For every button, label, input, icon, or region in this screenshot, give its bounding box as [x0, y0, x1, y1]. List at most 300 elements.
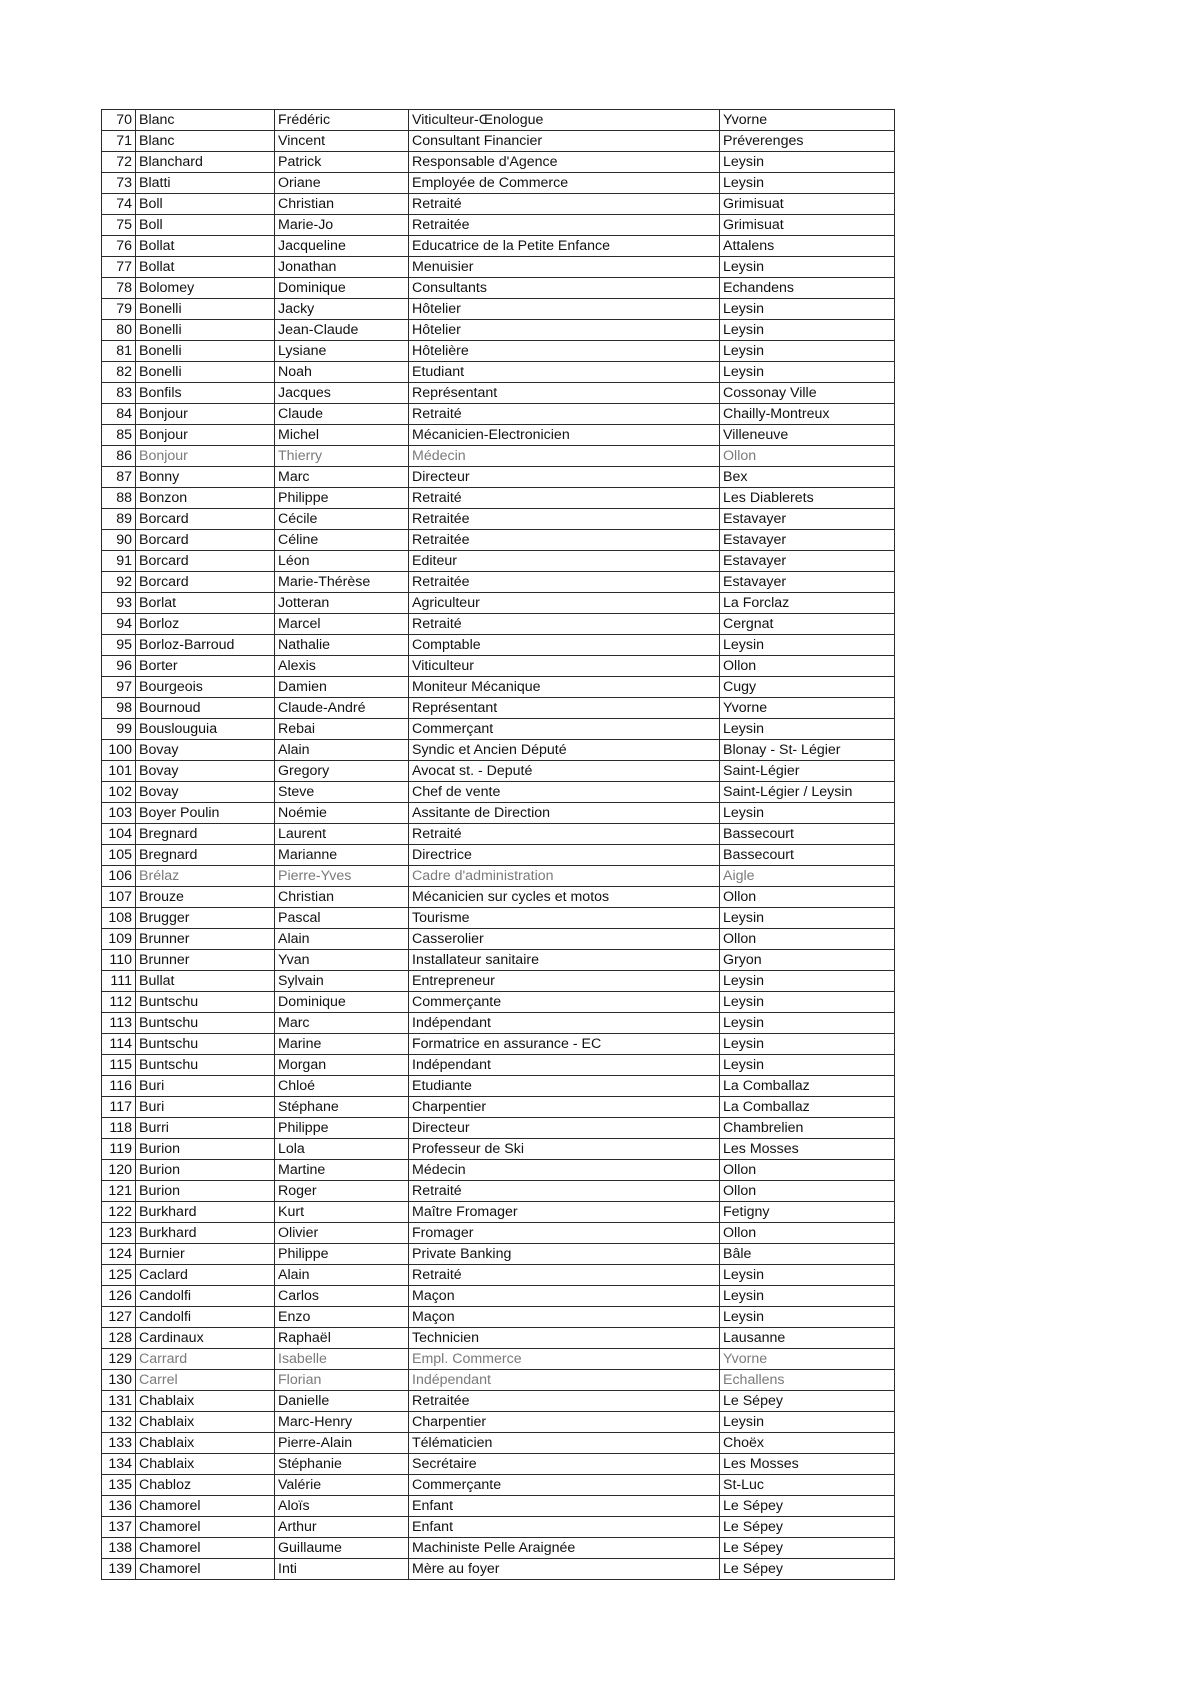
- locality-cell: Cugy: [720, 677, 895, 698]
- member-list-table: [101, 109, 895, 1580]
- table-row: [102, 866, 895, 887]
- row-number-cell: 103: [102, 803, 136, 824]
- last-name-cell: Boll: [136, 215, 275, 236]
- last-name-cell: Bolomey: [136, 278, 275, 299]
- first-name-cell: Morgan: [275, 1055, 409, 1076]
- locality-cell: Leysin: [720, 257, 895, 278]
- profession-cell: Retraité: [409, 1181, 720, 1202]
- first-name-cell: Oriane: [275, 173, 409, 194]
- profession-cell: Agriculteur: [409, 593, 720, 614]
- row-number-cell: 129: [102, 1349, 136, 1370]
- last-name-cell: Buntschu: [136, 1013, 275, 1034]
- table-row: [102, 551, 895, 572]
- first-name-cell: Stéphanie: [275, 1454, 409, 1475]
- last-name-cell: Brugger: [136, 908, 275, 929]
- last-name-cell: Brunner: [136, 950, 275, 971]
- row-number-cell: 96: [102, 656, 136, 677]
- table-row: [102, 299, 895, 320]
- table-row: [102, 677, 895, 698]
- last-name-cell: Caclard: [136, 1265, 275, 1286]
- table-row: [102, 362, 895, 383]
- first-name-cell: Martine: [275, 1160, 409, 1181]
- row-number-cell: 73: [102, 173, 136, 194]
- row-number-cell: 123: [102, 1223, 136, 1244]
- first-name-cell: Pierre-Alain: [275, 1433, 409, 1454]
- row-number-cell: 131: [102, 1391, 136, 1412]
- table-row: [102, 950, 895, 971]
- locality-cell: Leysin: [720, 1307, 895, 1328]
- table-row: [102, 1139, 895, 1160]
- locality-cell: La Comballaz: [720, 1076, 895, 1097]
- locality-cell: Leysin: [720, 992, 895, 1013]
- row-number-cell: 108: [102, 908, 136, 929]
- last-name-cell: Buntschu: [136, 1055, 275, 1076]
- last-name-cell: Brélaz: [136, 866, 275, 887]
- table-row: [102, 803, 895, 824]
- row-number-cell: 105: [102, 845, 136, 866]
- locality-cell: Estavayer: [720, 530, 895, 551]
- locality-cell: Bassecourt: [720, 824, 895, 845]
- profession-cell: Mécanicien-Electronicien: [409, 425, 720, 446]
- table-row: [102, 131, 895, 152]
- first-name-cell: Inti: [275, 1559, 409, 1580]
- profession-cell: Commerçante: [409, 1475, 720, 1496]
- first-name-cell: Patrick: [275, 152, 409, 173]
- profession-cell: Consultant Financier: [409, 131, 720, 152]
- first-name-cell: Marie-Thérèse: [275, 572, 409, 593]
- profession-cell: Formatrice en assurance - EC: [409, 1034, 720, 1055]
- profession-cell: Secrétaire: [409, 1454, 720, 1475]
- first-name-cell: Philippe: [275, 488, 409, 509]
- row-number-cell: 106: [102, 866, 136, 887]
- locality-cell: Cergnat: [720, 614, 895, 635]
- locality-cell: Yvorne: [720, 1349, 895, 1370]
- locality-cell: Les Diablerets: [720, 488, 895, 509]
- last-name-cell: Chablaix: [136, 1412, 275, 1433]
- profession-cell: Retraitée: [409, 215, 720, 236]
- profession-cell: Technicien: [409, 1328, 720, 1349]
- first-name-cell: Nathalie: [275, 635, 409, 656]
- last-name-cell: Boyer Poulin: [136, 803, 275, 824]
- first-name-cell: Noémie: [275, 803, 409, 824]
- row-number-cell: 88: [102, 488, 136, 509]
- table-row: [102, 992, 895, 1013]
- locality-cell: Leysin: [720, 908, 895, 929]
- first-name-cell: Enzo: [275, 1307, 409, 1328]
- first-name-cell: Marc-Henry: [275, 1412, 409, 1433]
- table-row: [102, 383, 895, 404]
- row-number-cell: 111: [102, 971, 136, 992]
- row-number-cell: 85: [102, 425, 136, 446]
- locality-cell: Les Mosses: [720, 1454, 895, 1475]
- table-row: [102, 614, 895, 635]
- locality-cell: Ollon: [720, 1223, 895, 1244]
- row-number-cell: 126: [102, 1286, 136, 1307]
- last-name-cell: Bourgeois: [136, 677, 275, 698]
- locality-cell: Leysin: [720, 1412, 895, 1433]
- table-row: [102, 1202, 895, 1223]
- last-name-cell: Brunner: [136, 929, 275, 950]
- table-row: [102, 635, 895, 656]
- row-number-cell: 133: [102, 1433, 136, 1454]
- first-name-cell: Alain: [275, 740, 409, 761]
- last-name-cell: Burion: [136, 1139, 275, 1160]
- locality-cell: Echandens: [720, 278, 895, 299]
- profession-cell: Enfant: [409, 1517, 720, 1538]
- row-number-cell: 99: [102, 719, 136, 740]
- last-name-cell: Bovay: [136, 782, 275, 803]
- last-name-cell: Candolfi: [136, 1307, 275, 1328]
- first-name-cell: Florian: [275, 1370, 409, 1391]
- profession-cell: Employée de Commerce: [409, 173, 720, 194]
- first-name-cell: Léon: [275, 551, 409, 572]
- table-row: [102, 1517, 895, 1538]
- first-name-cell: Lysiane: [275, 341, 409, 362]
- first-name-cell: Jonathan: [275, 257, 409, 278]
- row-number-cell: 79: [102, 299, 136, 320]
- first-name-cell: Marc: [275, 467, 409, 488]
- profession-cell: Hôtelier: [409, 320, 720, 341]
- last-name-cell: Bouslouguia: [136, 719, 275, 740]
- last-name-cell: Buntschu: [136, 1034, 275, 1055]
- first-name-cell: Gregory: [275, 761, 409, 782]
- locality-cell: Grimisuat: [720, 194, 895, 215]
- row-number-cell: 137: [102, 1517, 136, 1538]
- locality-cell: St-Luc: [720, 1475, 895, 1496]
- first-name-cell: Stéphane: [275, 1097, 409, 1118]
- first-name-cell: Olivier: [275, 1223, 409, 1244]
- locality-cell: Leysin: [720, 341, 895, 362]
- table-row: [102, 971, 895, 992]
- row-number-cell: 71: [102, 131, 136, 152]
- last-name-cell: Cardinaux: [136, 1328, 275, 1349]
- row-number-cell: 81: [102, 341, 136, 362]
- first-name-cell: Christian: [275, 194, 409, 215]
- profession-cell: Directrice: [409, 845, 720, 866]
- row-number-cell: 113: [102, 1013, 136, 1034]
- row-number-cell: 135: [102, 1475, 136, 1496]
- profession-cell: Viticulteur-Œnologue: [409, 110, 720, 131]
- table-row: [102, 908, 895, 929]
- first-name-cell: Roger: [275, 1181, 409, 1202]
- row-number-cell: 110: [102, 950, 136, 971]
- last-name-cell: Burkhard: [136, 1223, 275, 1244]
- row-number-cell: 109: [102, 929, 136, 950]
- row-number-cell: 124: [102, 1244, 136, 1265]
- first-name-cell: Pascal: [275, 908, 409, 929]
- locality-cell: Bassecourt: [720, 845, 895, 866]
- profession-cell: Commerçante: [409, 992, 720, 1013]
- locality-cell: Leysin: [720, 1034, 895, 1055]
- table-row: [102, 320, 895, 341]
- locality-cell: Cossonay Ville: [720, 383, 895, 404]
- last-name-cell: Bonjour: [136, 404, 275, 425]
- row-number-cell: 120: [102, 1160, 136, 1181]
- locality-cell: Leysin: [720, 299, 895, 320]
- member-list-body: [102, 110, 895, 1580]
- first-name-cell: Steve: [275, 782, 409, 803]
- profession-cell: Entrepreneur: [409, 971, 720, 992]
- profession-cell: Viticulteur: [409, 656, 720, 677]
- table-row: [102, 1097, 895, 1118]
- locality-cell: Ollon: [720, 1181, 895, 1202]
- profession-cell: Retraitée: [409, 509, 720, 530]
- last-name-cell: Buri: [136, 1097, 275, 1118]
- profession-cell: Casserolier: [409, 929, 720, 950]
- first-name-cell: Danielle: [275, 1391, 409, 1412]
- last-name-cell: Burri: [136, 1118, 275, 1139]
- locality-cell: Leysin: [720, 173, 895, 194]
- locality-cell: Choëx: [720, 1433, 895, 1454]
- row-number-cell: 107: [102, 887, 136, 908]
- locality-cell: Yvorne: [720, 110, 895, 131]
- first-name-cell: Alexis: [275, 656, 409, 677]
- locality-cell: Préverenges: [720, 131, 895, 152]
- table-row: [102, 1118, 895, 1139]
- locality-cell: Ollon: [720, 656, 895, 677]
- locality-cell: Le Sépey: [720, 1391, 895, 1412]
- row-number-cell: 102: [102, 782, 136, 803]
- first-name-cell: Marie-Jo: [275, 215, 409, 236]
- first-name-cell: Dominique: [275, 278, 409, 299]
- profession-cell: Etudiante: [409, 1076, 720, 1097]
- profession-cell: Directeur: [409, 467, 720, 488]
- row-number-cell: 116: [102, 1076, 136, 1097]
- first-name-cell: Dominique: [275, 992, 409, 1013]
- locality-cell: Villeneuve: [720, 425, 895, 446]
- locality-cell: Leysin: [720, 719, 895, 740]
- last-name-cell: Bonjour: [136, 425, 275, 446]
- first-name-cell: Aloïs: [275, 1496, 409, 1517]
- row-number-cell: 114: [102, 1034, 136, 1055]
- last-name-cell: Bonny: [136, 467, 275, 488]
- table-row: [102, 257, 895, 278]
- row-number-cell: 84: [102, 404, 136, 425]
- last-name-cell: Bullat: [136, 971, 275, 992]
- last-name-cell: Chamorel: [136, 1517, 275, 1538]
- table-row: [102, 698, 895, 719]
- first-name-cell: Lola: [275, 1139, 409, 1160]
- table-row: [102, 824, 895, 845]
- last-name-cell: Chamorel: [136, 1559, 275, 1580]
- row-number-cell: 82: [102, 362, 136, 383]
- locality-cell: Ollon: [720, 929, 895, 950]
- table-row: [102, 404, 895, 425]
- table-row: [102, 929, 895, 950]
- last-name-cell: Bollat: [136, 236, 275, 257]
- profession-cell: Indépendant: [409, 1055, 720, 1076]
- profession-cell: Moniteur Mécanique: [409, 677, 720, 698]
- first-name-cell: Arthur: [275, 1517, 409, 1538]
- table-row: [102, 1496, 895, 1517]
- row-number-cell: 86: [102, 446, 136, 467]
- last-name-cell: Borcard: [136, 551, 275, 572]
- table-row: [102, 215, 895, 236]
- first-name-cell: Alain: [275, 1265, 409, 1286]
- first-name-cell: Noah: [275, 362, 409, 383]
- row-number-cell: 115: [102, 1055, 136, 1076]
- row-number-cell: 134: [102, 1454, 136, 1475]
- row-number-cell: 101: [102, 761, 136, 782]
- row-number-cell: 75: [102, 215, 136, 236]
- locality-cell: Leysin: [720, 362, 895, 383]
- profession-cell: Maçon: [409, 1307, 720, 1328]
- profession-cell: Retraitée: [409, 1391, 720, 1412]
- first-name-cell: Jacqueline: [275, 236, 409, 257]
- last-name-cell: Blanc: [136, 131, 275, 152]
- locality-cell: Le Sépey: [720, 1496, 895, 1517]
- row-number-cell: 94: [102, 614, 136, 635]
- table-row: [102, 656, 895, 677]
- row-number-cell: 70: [102, 110, 136, 131]
- row-number-cell: 125: [102, 1265, 136, 1286]
- first-name-cell: Sylvain: [275, 971, 409, 992]
- table-row: [102, 1034, 895, 1055]
- profession-cell: Empl. Commerce: [409, 1349, 720, 1370]
- row-number-cell: 132: [102, 1412, 136, 1433]
- first-name-cell: Damien: [275, 677, 409, 698]
- table-row: [102, 152, 895, 173]
- profession-cell: Professeur de Ski: [409, 1139, 720, 1160]
- locality-cell: Gryon: [720, 950, 895, 971]
- last-name-cell: Bovay: [136, 761, 275, 782]
- first-name-cell: Laurent: [275, 824, 409, 845]
- first-name-cell: Jacky: [275, 299, 409, 320]
- first-name-cell: Marine: [275, 1034, 409, 1055]
- first-name-cell: Thierry: [275, 446, 409, 467]
- last-name-cell: Bonfils: [136, 383, 275, 404]
- profession-cell: Hôtelier: [409, 299, 720, 320]
- last-name-cell: Bonjour: [136, 446, 275, 467]
- first-name-cell: Claude-André: [275, 698, 409, 719]
- last-name-cell: Borloz: [136, 614, 275, 635]
- locality-cell: Les Mosses: [720, 1139, 895, 1160]
- row-number-cell: 104: [102, 824, 136, 845]
- last-name-cell: Chabloz: [136, 1475, 275, 1496]
- row-number-cell: 93: [102, 593, 136, 614]
- last-name-cell: Carrard: [136, 1349, 275, 1370]
- profession-cell: Représentant: [409, 698, 720, 719]
- profession-cell: Menuisier: [409, 257, 720, 278]
- row-number-cell: 90: [102, 530, 136, 551]
- locality-cell: Leysin: [720, 1013, 895, 1034]
- row-number-cell: 97: [102, 677, 136, 698]
- last-name-cell: Bonzon: [136, 488, 275, 509]
- last-name-cell: Borlat: [136, 593, 275, 614]
- profession-cell: Retraité: [409, 614, 720, 635]
- table-row: [102, 425, 895, 446]
- last-name-cell: Candolfi: [136, 1286, 275, 1307]
- row-number-cell: 118: [102, 1118, 136, 1139]
- table-row: [102, 1223, 895, 1244]
- profession-cell: Charpentier: [409, 1412, 720, 1433]
- profession-cell: Mécanicien sur cycles et motos: [409, 887, 720, 908]
- locality-cell: Chailly-Montreux: [720, 404, 895, 425]
- profession-cell: Fromager: [409, 1223, 720, 1244]
- profession-cell: Médecin: [409, 446, 720, 467]
- row-number-cell: 112: [102, 992, 136, 1013]
- table-row: [102, 509, 895, 530]
- row-number-cell: 87: [102, 467, 136, 488]
- table-row: [102, 1412, 895, 1433]
- table-row: [102, 845, 895, 866]
- locality-cell: Leysin: [720, 1055, 895, 1076]
- row-number-cell: 139: [102, 1559, 136, 1580]
- table-row: [102, 1559, 895, 1580]
- first-name-cell: Philippe: [275, 1244, 409, 1265]
- locality-cell: Yvorne: [720, 698, 895, 719]
- locality-cell: Leysin: [720, 803, 895, 824]
- profession-cell: Indépendant: [409, 1370, 720, 1391]
- first-name-cell: Pierre-Yves: [275, 866, 409, 887]
- first-name-cell: Philippe: [275, 1118, 409, 1139]
- locality-cell: Leysin: [720, 635, 895, 656]
- table-row: [102, 467, 895, 488]
- last-name-cell: Chablaix: [136, 1391, 275, 1412]
- last-name-cell: Blanc: [136, 110, 275, 131]
- row-number-cell: 91: [102, 551, 136, 572]
- last-name-cell: Borcard: [136, 572, 275, 593]
- profession-cell: Retraité: [409, 1265, 720, 1286]
- row-number-cell: 83: [102, 383, 136, 404]
- first-name-cell: Cécile: [275, 509, 409, 530]
- table-row: [102, 782, 895, 803]
- last-name-cell: Burion: [136, 1160, 275, 1181]
- last-name-cell: Bournoud: [136, 698, 275, 719]
- table-row: [102, 1370, 895, 1391]
- table-row: [102, 1349, 895, 1370]
- locality-cell: Leysin: [720, 320, 895, 341]
- profession-cell: Mère au foyer: [409, 1559, 720, 1580]
- last-name-cell: Bonelli: [136, 341, 275, 362]
- row-number-cell: 76: [102, 236, 136, 257]
- locality-cell: La Forclaz: [720, 593, 895, 614]
- table-row: [102, 1076, 895, 1097]
- table-row: [102, 761, 895, 782]
- last-name-cell: Borter: [136, 656, 275, 677]
- locality-cell: Leysin: [720, 971, 895, 992]
- table-row: [102, 236, 895, 257]
- locality-cell: Bex: [720, 467, 895, 488]
- profession-cell: Maître Fromager: [409, 1202, 720, 1223]
- table-row: [102, 110, 895, 131]
- locality-cell: Bâle: [720, 1244, 895, 1265]
- last-name-cell: Buri: [136, 1076, 275, 1097]
- profession-cell: Hôtelière: [409, 341, 720, 362]
- table-row: [102, 1328, 895, 1349]
- locality-cell: Saint-Légier: [720, 761, 895, 782]
- locality-cell: Lausanne: [720, 1328, 895, 1349]
- row-number-cell: 130: [102, 1370, 136, 1391]
- profession-cell: Syndic et Ancien Député: [409, 740, 720, 761]
- locality-cell: Ollon: [720, 887, 895, 908]
- locality-cell: Le Sépey: [720, 1517, 895, 1538]
- locality-cell: Estavayer: [720, 572, 895, 593]
- first-name-cell: Raphaël: [275, 1328, 409, 1349]
- last-name-cell: Burkhard: [136, 1202, 275, 1223]
- profession-cell: Retraité: [409, 194, 720, 215]
- profession-cell: Charpentier: [409, 1097, 720, 1118]
- row-number-cell: 92: [102, 572, 136, 593]
- last-name-cell: Chamorel: [136, 1496, 275, 1517]
- table-row: [102, 341, 895, 362]
- locality-cell: Grimisuat: [720, 215, 895, 236]
- profession-cell: Machiniste Pelle Araignée: [409, 1538, 720, 1559]
- first-name-cell: Claude: [275, 404, 409, 425]
- table-row: [102, 1475, 895, 1496]
- last-name-cell: Blanchard: [136, 152, 275, 173]
- table-row: [102, 1181, 895, 1202]
